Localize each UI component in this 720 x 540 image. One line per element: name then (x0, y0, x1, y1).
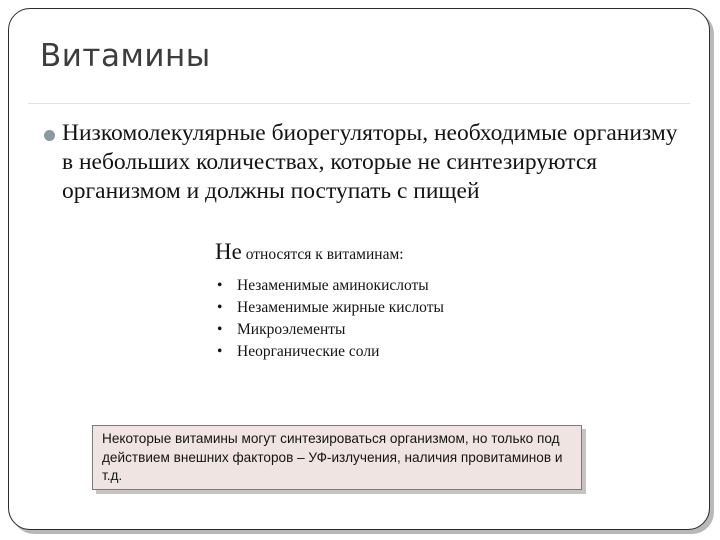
bullet-icon (44, 130, 55, 141)
list-item-text: Неорганические соли (237, 343, 380, 360)
not-vitamins-heading (215, 240, 555, 267)
not-vitamins-list (215, 275, 555, 363)
not-vitamins-block (215, 240, 555, 363)
slide-title: Витамины (40, 38, 211, 74)
bullet-dot-icon: • (217, 299, 223, 316)
not-vitamins-heading-rest: относятся к витаминам: (241, 246, 404, 263)
main-point-text: Низкомолекулярные биорегуляторы, необходимые организму в небольших количествах, которые не синтезируются организмом и должны поступать с пищей (62, 120, 678, 204)
list-item (215, 341, 555, 363)
list-item-text: Незаменимые жирные кислоты (237, 299, 444, 316)
bullet-dot-icon: • (217, 343, 223, 360)
list-item-text: Микроэлементы (237, 321, 346, 338)
list-item (215, 275, 555, 297)
list-item-text: Незаменимые аминокислоты (237, 277, 429, 294)
bullet-dot-icon: • (217, 321, 223, 338)
main-bullet-point (44, 119, 684, 206)
list-item (215, 297, 555, 319)
title-divider (28, 103, 690, 104)
note-box: Некоторые витамины могут синтезироваться организмом, но только под действием внешних факторов – УФ-излучения, наличия провитаминов и т.д. (92, 425, 582, 490)
not-vitamins-heading-emphasis: Не (215, 239, 242, 264)
bullet-dot-icon: • (217, 277, 223, 294)
list-item (215, 319, 555, 341)
